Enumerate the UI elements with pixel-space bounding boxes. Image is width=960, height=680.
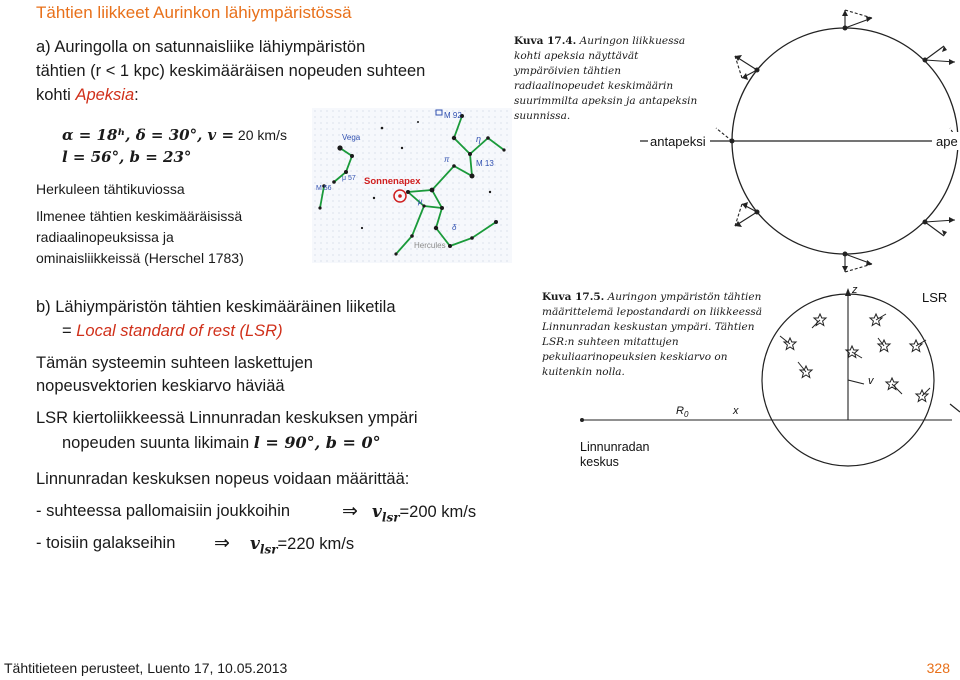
fig-17-5-text: Auringon ympäristön tähtien määrittelemä lepostandardi on liikkeessä Linnunradan keskustan ympäri. Tähtien LSR:n suhteen mitattujen pekuliaarinopeuksien keskiarvo on kuitenkin nolla. bbox=[542, 291, 762, 378]
section-a-line3 bbox=[36, 86, 139, 105]
label-v: v bbox=[868, 375, 874, 387]
figure-17-4-diagram bbox=[640, 0, 960, 282]
vlsr-1-value: =200 km/s bbox=[399, 503, 477, 521]
section-b-line7: Linnunradan keskuksen nopeus voidaan määrittää: bbox=[36, 470, 410, 488]
section-b-line1: b) Lähiympäristön tähtien keskimääräinen liiketila bbox=[36, 298, 396, 316]
label-lsr: LSR bbox=[922, 290, 948, 305]
hercules-starchart bbox=[312, 108, 512, 263]
label-center-1: Linnunradan bbox=[580, 440, 650, 454]
section-b-line8: - suhteessa pallomaisiin joukkoihin bbox=[36, 502, 291, 520]
label-m13: M 13 bbox=[476, 159, 494, 168]
note-radial-2: radiaalinopeuksissa ja bbox=[36, 229, 174, 245]
vlsr-2-v: v bbox=[250, 534, 260, 554]
figure-17-5-diagram bbox=[540, 282, 960, 472]
fig-17-5-label: Kuva 17.5. bbox=[542, 291, 605, 303]
z-arrow bbox=[845, 288, 851, 296]
label-pi: π bbox=[444, 155, 450, 164]
label-mu57: μ 57 bbox=[342, 175, 356, 182]
label-x: x bbox=[733, 405, 739, 417]
section-a-line2: tähtien (r < 1 kpc) keskimääräisen nopeuden suhteen bbox=[36, 62, 426, 80]
label-r0: $R_0$ bbox=[676, 405, 689, 419]
galactic-center-dot bbox=[580, 418, 584, 422]
apex-marker-dot bbox=[398, 194, 402, 198]
vlsr-galaxies bbox=[250, 534, 354, 556]
section-a-line1: a) Auringolla on satunnaisliike lähiympäristön bbox=[36, 38, 366, 56]
label-sonnenapex: Sonnenapex bbox=[364, 176, 421, 187]
apex-highlight: Apeksia bbox=[75, 86, 135, 104]
label-m92: M 92 bbox=[444, 111, 462, 120]
footer-lecture-info: Tähtitieteen perusteet, Luento 17, 10.05.2013 bbox=[4, 660, 288, 676]
vlsr-1-v: v bbox=[372, 502, 382, 522]
section-b-line2 bbox=[62, 322, 283, 341]
formula-galactic-coords bbox=[62, 148, 191, 167]
apex-prefix: kohti bbox=[36, 86, 76, 104]
vlsr-globular bbox=[372, 502, 476, 524]
section-b-line9: - toisiin galakseihin bbox=[36, 534, 176, 552]
page-number: 328 bbox=[926, 660, 950, 676]
section-b-line6 bbox=[62, 433, 381, 453]
label-z: z bbox=[852, 284, 858, 296]
formula-apex-value: 20 km/s bbox=[234, 127, 287, 143]
v-vector bbox=[848, 380, 864, 384]
vlsr-2-sub: lsr bbox=[259, 542, 278, 557]
note-radial-1: Ilmenee tähtien keskimääräisissä bbox=[36, 208, 243, 224]
fig-17-4-text: Auringon liikkuessa kohti apeksia näyttävät ympäröivien tähtien radiaalinopeudet keskimäärin suurimmilta apeksin ja antapeksin suunnissa. bbox=[514, 35, 698, 122]
section-b-line3: Tämän systeemin suhteen laskettujen bbox=[36, 354, 313, 372]
note-hercules: Herkuleen tähtikuviossa bbox=[36, 181, 185, 197]
section-b-line4: nopeusvektorien keskiarvo häviää bbox=[36, 377, 285, 395]
direction-prefix: nopeuden suunta likimain bbox=[62, 434, 254, 452]
label-hercules: Hercules bbox=[414, 241, 446, 250]
label-mu: μ bbox=[418, 197, 423, 206]
implies-arrow-1: ⇒ bbox=[342, 501, 358, 522]
formula-apex-math: α = 18ʰ, δ = 30°, v = bbox=[62, 126, 235, 144]
direction-math: l = 90°, b = 0° bbox=[253, 433, 381, 452]
lsr-prefix: = bbox=[62, 322, 77, 340]
label-antapex: antapeksi bbox=[650, 134, 706, 149]
label-center-2: keskus bbox=[580, 455, 619, 469]
section-b-line5: LSR kiertoliikkeessä Linnunradan keskuksen ympäri bbox=[36, 409, 418, 427]
lsr-stars bbox=[780, 314, 930, 402]
implies-arrow-2: ⇒ bbox=[214, 533, 230, 554]
vlsr-2-value: =220 km/s bbox=[277, 535, 355, 553]
vlsr-1-sub: lsr bbox=[381, 510, 400, 525]
note-radial-3: ominaisliikkeissä (Herschel 1783) bbox=[36, 250, 244, 266]
slide-title: Tähtien liikkeet Aurinkon lähiympäristössä bbox=[36, 3, 352, 22]
fig-17-4-label: Kuva 17.4. bbox=[514, 35, 577, 47]
label-vega: Vega bbox=[342, 133, 361, 142]
label-m56: M 56 bbox=[316, 185, 332, 192]
label-apex: ape bbox=[936, 134, 958, 149]
apex-suffix: : bbox=[134, 86, 139, 104]
rotation-arrow bbox=[950, 404, 960, 412]
formula-apex-coords bbox=[62, 126, 287, 144]
lsr-highlight: Local standard of rest (LSR) bbox=[76, 322, 283, 340]
label-eta: η bbox=[476, 134, 481, 144]
formula-galactic-math: l = 56°, b = 23° bbox=[62, 148, 192, 166]
label-delta: δ bbox=[452, 223, 457, 232]
